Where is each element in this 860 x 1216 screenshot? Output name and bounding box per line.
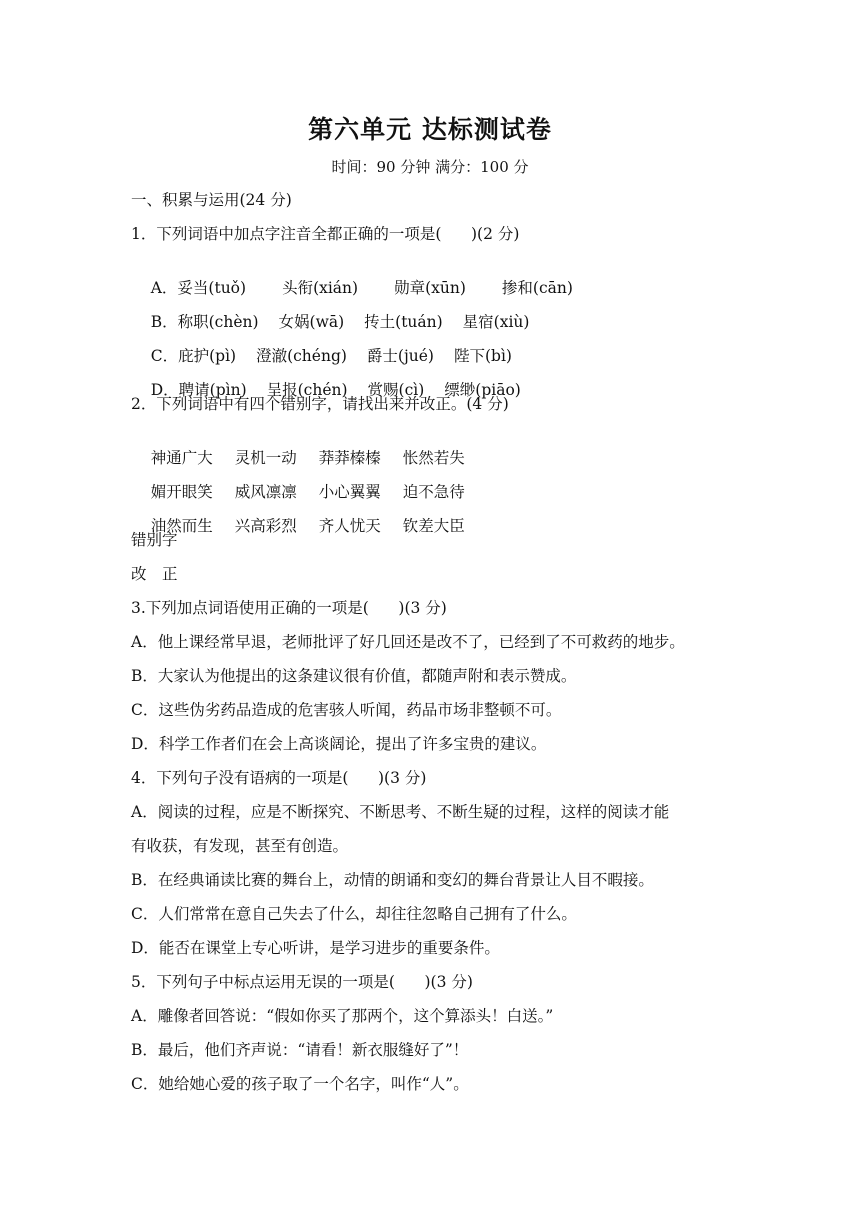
question-4-stem: 4．下列句子没有语病的一项是( )(3 分)	[131, 769, 427, 787]
option-label: B．	[150, 313, 178, 331]
word-item: 威风凛凛	[234, 483, 297, 501]
option-item: 庇护(pì)	[178, 347, 237, 365]
word-item: 灵机一动	[234, 449, 297, 467]
word-item: 媚开眼笑	[150, 483, 213, 501]
page-title: 第六单元 达标测试卷	[308, 115, 552, 144]
question-4-option-a-continued: 有收获，有发现，甚至有创造。	[131, 837, 349, 855]
word-item: 莽莽榛榛	[318, 449, 381, 467]
question-1-stem: 1．下列词语中加点字注音全都正确的一项是( )(2 分)	[131, 225, 520, 243]
exam-time-score: 时间：90 分钟 满分：100 分	[331, 158, 529, 176]
word-item: 怅然若失	[402, 449, 465, 467]
word-item: 兴高彩烈	[234, 517, 297, 535]
option-item: 勋章(xūn)	[394, 279, 466, 297]
option-label: A．	[150, 279, 178, 297]
word-item: 钦差大臣	[402, 517, 465, 535]
option-item: 头衔(xián)	[282, 279, 359, 297]
option-item: 赏赐(cì)	[367, 381, 425, 399]
question-4-option-c: C．人们常常在意自己失去了什么，却往往忽略自己拥有了什么。	[131, 905, 577, 923]
option-item: 掺和(cān)	[501, 279, 573, 297]
option-label: D．	[150, 381, 179, 399]
question-4-option-a: A．阅读的过程，应是不断探究、不断思考、不断生疑的过程，这样的阅读才能	[131, 803, 670, 821]
word-item: 迫不急待	[402, 483, 465, 501]
corrections-label: 改 正	[131, 565, 178, 583]
question-3-option-c: C．这些伪劣药品造成的危害骇人听闻，药品市场非整顿不可。	[131, 701, 562, 719]
question-5-option-c: C．她给她心爱的孩子取了一个名字，叫作“人”。	[131, 1075, 469, 1093]
section-heading: 一、积累与运用(24 分)	[131, 191, 292, 209]
option-item: 爵士(jué)	[366, 347, 434, 365]
question-2-word-row	[131, 496, 487, 556]
option-item: 妥当(tuǒ)	[177, 279, 247, 297]
option-item: 澄澈(chéng)	[256, 347, 347, 365]
question-5-option-a: A．雕像者回答说：“假如你买了那两个，这个算添头！白送。”	[131, 1007, 554, 1025]
question-3-option-b: B．大家认为他提出的这条建议很有价值，都随声附和表示赞成。	[131, 667, 577, 685]
question-3-option-a: A．他上课经常早退，老师批评了好几回还是改不了，已经到了不可救药的地步。	[131, 633, 685, 651]
word-item: 油然而生	[150, 517, 213, 535]
option-item: 抟土(tuán)	[364, 313, 443, 331]
question-3-stem: 3.下列加点词语使用正确的一项是( )(3 分)	[131, 599, 447, 617]
word-item: 小心翼翼	[318, 483, 381, 501]
question-2-stem: 2．下列词语中有四个错别字，请找出来并改正。(4 分)	[131, 395, 509, 413]
question-5-stem: 5．下列句子中标点运用无误的一项是( )(3 分)	[131, 973, 473, 991]
option-item: 女娲(wā)	[278, 313, 345, 331]
option-label: C．	[150, 347, 179, 365]
option-item: 呈报(chén)	[266, 381, 348, 399]
wrong-characters-label: 错别字	[131, 531, 178, 549]
option-item: 聘请(pìn)	[178, 381, 247, 399]
question-3-option-d: D．科学工作者们在会上高谈阔论，提出了许多宝贵的建议。	[131, 735, 547, 753]
question-5-option-b: B．最后，他们齐声说：“请看！新衣服缝好了”！	[131, 1041, 469, 1059]
word-item: 齐人忧天	[318, 517, 381, 535]
option-item: 陛下(bì)	[453, 347, 512, 365]
option-item: 称职(chèn)	[177, 313, 259, 331]
question-4-option-d: D．能否在课堂上专心听讲，是学习进步的重要条件。	[131, 939, 500, 957]
option-item: 星宿(xiù)	[462, 313, 530, 331]
word-item: 神通广大	[150, 449, 213, 467]
option-item: 缥缈(piāo)	[444, 381, 521, 399]
question-4-option-b: B．在经典诵读比赛的舞台上，动情的朗诵和变幻的舞台背景让人目不暇接。	[131, 871, 654, 889]
